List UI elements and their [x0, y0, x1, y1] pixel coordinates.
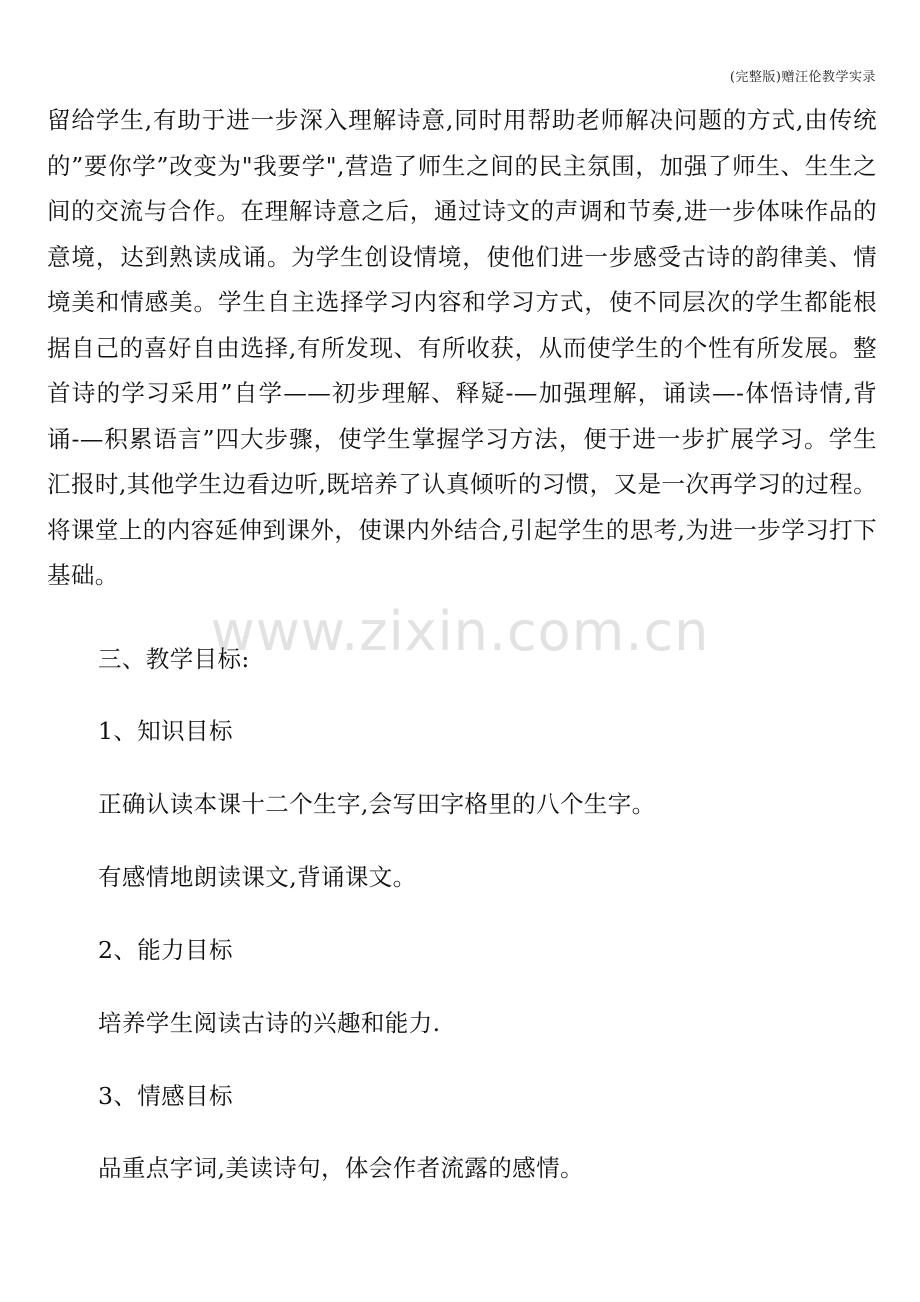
- goal-item-knowledge-2: 有感情地朗读课文,背诵课文。: [98, 863, 417, 891]
- page-header-title: (完整版)赠汪伦教学实录: [729, 70, 876, 85]
- watermark: www.zixin.com.cn: [210, 600, 710, 663]
- goal-heading-emotion: 3、情感目标: [98, 1082, 233, 1110]
- body-paragraph: 留给学生,有助于进一步深入理解诗意,同时用帮助老师解决问题的方式,由传统的”要你学”改变为"我要学",营造了师生之间的民主氛围，加强了师生、生生之间的交流与合作。在理解诗意之后，通过诗文的声调和节奏,进一步体味作品的意境，达到熟读成诵。为学生创设情境，使他们进一步感受古诗的韵律美、情境美和情感美。学生自主选择学习内容和学习方式，使不同层次的学生都能根据自己的喜好自由选择,有所发现、有所收获，从而使学生的个性有所发展。整首诗的学习采用”自学——初步理解、释疑-—加强理解，诵读—-体悟诗情,背诵-—积累语言”四大步骤，使学生掌握学习方法，便于进一步扩展学习。学生汇报时,其他学生边看边听,既培养了认真倾听的习惯，又是一次再学习的过程。将课堂上的内容延伸到课外，使课内外结合,引起学生的思考,为进一步学习打下基础。: [47, 106, 877, 589]
- goal-item-ability-1: 培养学生阅读古诗的兴趣和能力.: [98, 1009, 441, 1037]
- goal-heading-knowledge: 1、知识目标: [98, 717, 233, 745]
- goal-heading-ability: 2、能力目标: [98, 936, 233, 964]
- section-heading-teaching-goals: 三、教学目标:: [98, 645, 250, 673]
- goal-item-knowledge-1: 正确认读本课十二个生字,会写田字格里的八个生字。: [98, 790, 656, 818]
- goal-item-emotion-1: 品重点字词,美读诗句，体会作者流露的感情。: [98, 1154, 584, 1182]
